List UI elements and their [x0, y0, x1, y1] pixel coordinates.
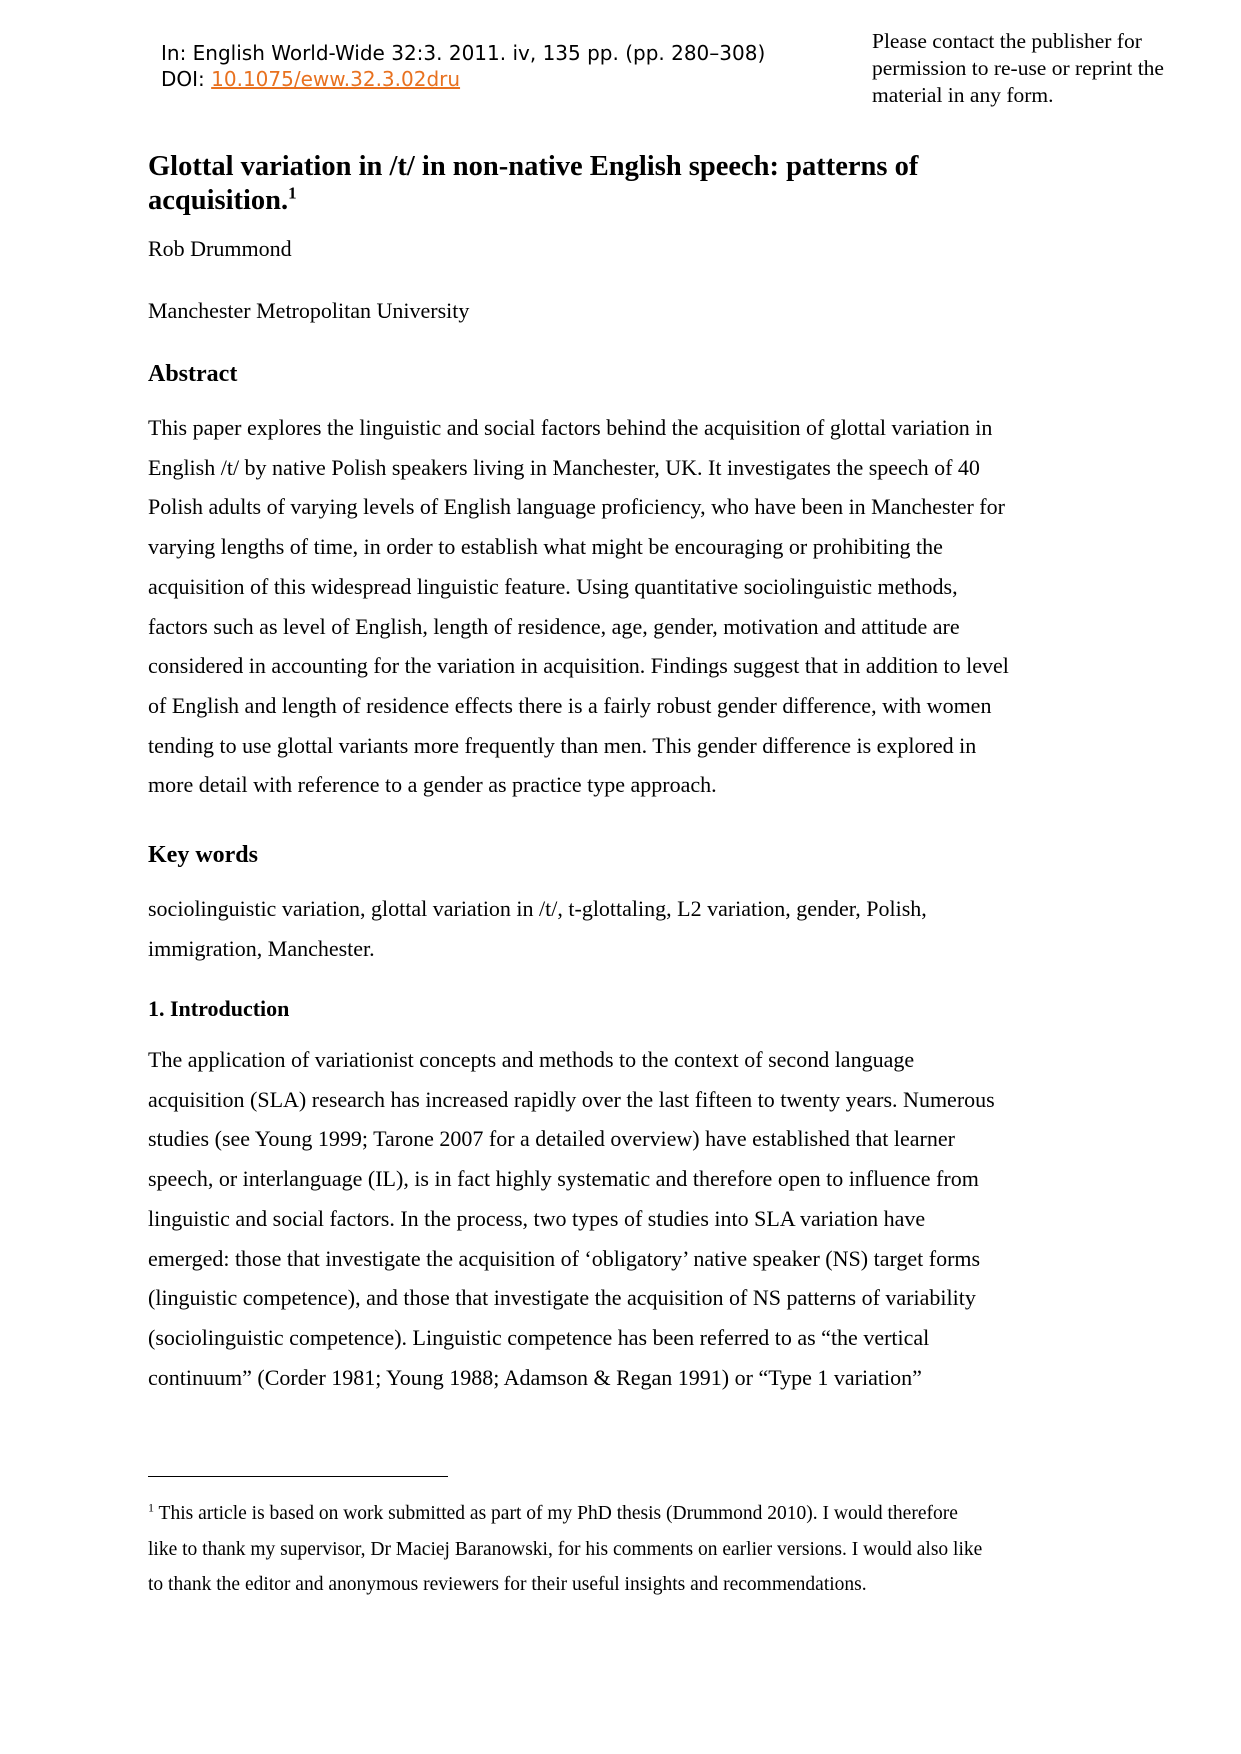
footnote-line: to thank the editor and anonymous reviewers for their useful insights and recommendations.	[148, 1574, 867, 1595]
notice-line: Please contact the publisher for	[872, 29, 1142, 53]
introduction-line: linguistic and social factors. In the process, two types of studies into SLA variation have	[148, 1205, 926, 1231]
author-affiliation: Manchester Metropolitan University	[148, 298, 470, 323]
abstract-line: English /t/ by native Polish speakers living in Manchester, UK. It investigates the speech of 40	[148, 454, 980, 480]
introduction-line: (sociolinguistic competence). Linguistic competence has been referred to as “the vertical	[148, 1324, 930, 1350]
abstract-line: of English and length of residence effects there is a fairly robust gender difference, with women	[148, 692, 992, 718]
doi-line	[161, 66, 765, 92]
introduction-text	[148, 1040, 1068, 1397]
abstract-line: factors such as level of English, length of residence, age, gender, motivation and attitude are	[148, 613, 960, 639]
doi-prefix: DOI:	[161, 67, 212, 91]
footnote-line: like to thank my supervisor, Dr Maciej Baranowski, for his comments on earlier versions. I would also like	[148, 1538, 983, 1560]
title-footnote-marker[interactable]: 1	[288, 183, 297, 203]
introduction-line: speech, or interlanguage (IL), is in fact highly systematic and therefore open to influence from	[148, 1166, 979, 1192]
abstract-line: Polish adults of varying levels of English language proficiency, who have been in Manchester for	[148, 494, 1005, 520]
introduction-line: The application of variationist concepts and methods to the context of second language	[148, 1047, 915, 1072]
introduction-line: (linguistic competence), and those that investigate the acquisition of NS patterns of variability	[148, 1285, 976, 1311]
keywords-text	[148, 889, 1068, 968]
introduction-heading: 1. Introduction	[148, 996, 290, 1021]
article-title	[148, 150, 1068, 218]
keywords-line: immigration, Manchester.	[148, 935, 375, 961]
introduction-line: continuum” (Corder 1981; Young 1988; Adamson & Regan 1991) or “Type 1 variation”	[148, 1364, 922, 1390]
abstract-line: This paper explores the linguistic and social factors behind the acquisition of glottal variation in	[148, 415, 993, 440]
abstract-text	[148, 408, 1068, 805]
doi-link[interactable]: 10.1075/eww.32.3.02dru	[211, 67, 461, 91]
footnote-line	[148, 1496, 1068, 1532]
article-body	[148, 150, 1068, 1595]
keywords-heading: Key words	[148, 842, 258, 868]
abstract-line: acquisition of this widespread linguistic feature. Using quantitative sociolinguistic methods,	[148, 573, 958, 599]
introduction-line: acquisition (SLA) research has increased rapidly over the last fifteen to twenty years. Numerous	[148, 1086, 995, 1112]
footnote-marker: 1	[148, 1500, 154, 1515]
abstract-line: tending to use glottal variants more frequently than men. This gender difference is explored in	[148, 732, 977, 758]
footnote-text: This article is based on work submitted as part of my PhD thesis (Drummond 2010). I would therefore	[158, 1503, 958, 1524]
author-name: Rob Drummond	[148, 236, 292, 261]
keywords-line: sociolinguistic variation, glottal variation in /t/, t-glottaling, L2 variation, gender, Polish,	[148, 896, 927, 921]
abstract-line: varying lengths of time, in order to establish what might be encouraging or prohibiting the	[148, 534, 943, 560]
footnote	[148, 1496, 1068, 1603]
reprint-notice	[872, 28, 1212, 109]
citation-line: In: English World-Wide 32:3. 2011. iv, 135 pp. (pp. 280–308)	[161, 41, 766, 65]
notice-line: material in any form.	[872, 83, 1054, 107]
abstract-line: more detail with reference to a gender as practice type approach.	[148, 772, 717, 798]
citation-block	[161, 40, 765, 92]
introduction-line: emerged: those that investigate the acquisition of ‘obligatory’ native speaker (NS) target forms	[148, 1245, 981, 1271]
abstract-line: considered in accounting for the variation in acquisition. Findings suggest that in addition to level	[148, 653, 1009, 679]
introduction-line: studies (see Young 1999; Tarone 2007 for a detailed overview) have established that learner	[148, 1126, 955, 1152]
title-text: Glottal variation in /t/ in non-native English speech: patterns of acquisition.	[148, 151, 919, 216]
abstract-heading: Abstract	[148, 361, 238, 387]
notice-line: permission to re-use or reprint the	[872, 56, 1164, 80]
footnote-divider	[148, 1476, 448, 1477]
